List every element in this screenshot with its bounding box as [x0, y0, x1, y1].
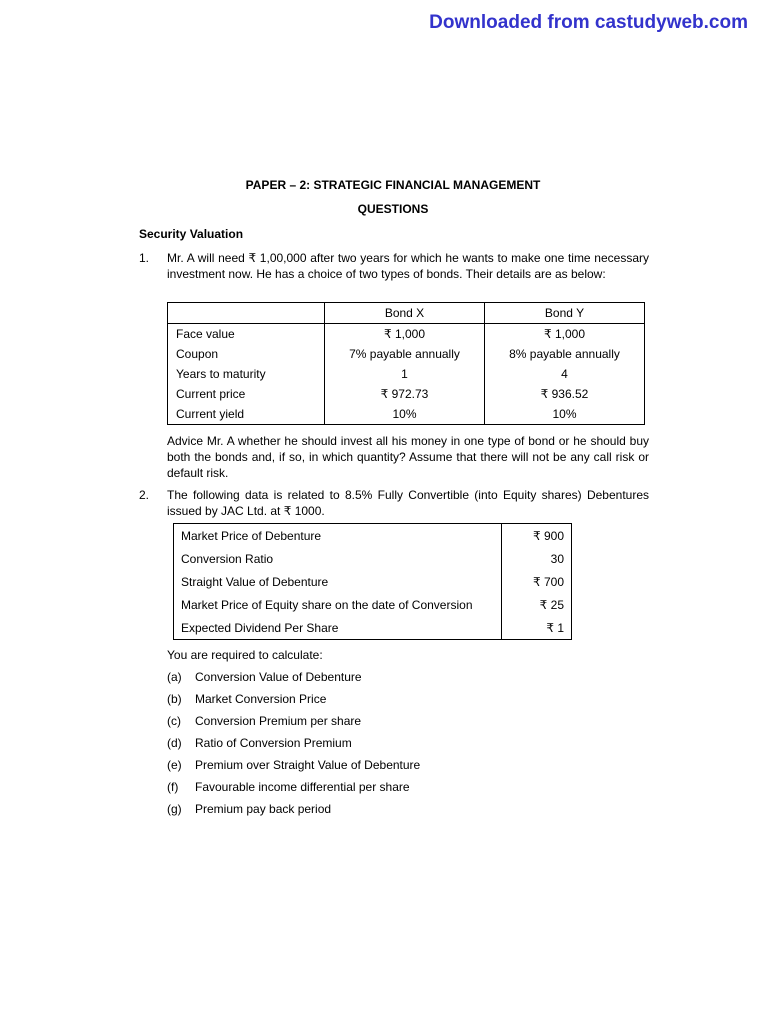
list-text: Conversion Premium per share: [195, 714, 362, 728]
row-value: ₹ 700: [533, 574, 564, 589]
list-item: [167, 757, 420, 779]
calc-list: [167, 669, 420, 823]
list-text: Ratio of Conversion Premium: [195, 736, 352, 750]
table-cell: 1: [325, 364, 485, 384]
table-cell: 7% payable annually: [325, 344, 485, 364]
table-cell: ₹ 1,000: [325, 324, 485, 345]
list-item: [167, 691, 420, 713]
list-text: Premium pay back period: [195, 802, 332, 816]
list-letter: (g): [167, 802, 182, 816]
question-1: [139, 250, 649, 282]
table-cell: ₹ 972.73: [325, 384, 485, 404]
question-2: [139, 487, 649, 519]
row-value: ₹ 900: [533, 528, 564, 543]
row-label: Years to maturity: [168, 364, 325, 384]
list-text: Premium over Straight Value of Debenture: [195, 758, 421, 772]
row-value: ₹ 1: [546, 620, 564, 635]
table-cell: 4: [485, 364, 645, 384]
row-value: ₹ 25: [539, 597, 564, 612]
header-cell: Bond X: [325, 303, 485, 324]
bond-table: [167, 302, 645, 425]
list-letter: (e): [167, 758, 182, 772]
list-item: [167, 713, 420, 735]
table-header-row: [168, 303, 645, 324]
table-cell: ₹ 936.52: [485, 384, 645, 404]
row-label: Straight Value of Debenture: [174, 570, 502, 593]
list-letter: (f): [167, 780, 179, 794]
list-text: Favourable income differential per share: [195, 780, 410, 794]
row-label: Expected Dividend Per Share: [174, 616, 502, 640]
table-row: [174, 547, 572, 570]
table-row: [174, 593, 572, 616]
list-item: [167, 801, 420, 823]
row-label: Face value: [168, 324, 325, 345]
question-number: 1.: [139, 251, 150, 265]
list-text: Market Conversion Price: [195, 692, 327, 706]
paper-title: PAPER – 2: STRATEGIC FINANCIAL MANAGEMENT: [245, 178, 541, 192]
row-label: Current yield: [168, 404, 325, 425]
calc-intro: You are required to calculate:: [167, 648, 323, 662]
header-cell: Bond Y: [485, 303, 645, 324]
table-row: [168, 404, 645, 425]
table-cell: 10%: [485, 404, 645, 425]
header-cell: [168, 303, 325, 324]
list-letter: (a): [167, 670, 182, 684]
row-label: Coupon: [168, 344, 325, 364]
debenture-table: [173, 523, 572, 640]
table-row: [174, 570, 572, 593]
list-text: Conversion Value of Debenture: [195, 670, 362, 684]
list-item: [167, 779, 420, 801]
list-letter: (b): [167, 692, 182, 706]
table-row: [168, 384, 645, 404]
row-value: 30: [550, 551, 564, 566]
table-row: [168, 344, 645, 364]
table-cell: 10%: [325, 404, 485, 425]
section-heading: Security Valuation: [139, 227, 244, 241]
table-row: [174, 616, 572, 640]
advice-text: Advice Mr. A whether he should invest all his money in one type of bond or he should buy both the bonds and, if so, in which quantity? Assume that there will not be any call risk or default risk.: [167, 434, 649, 480]
watermark-text: Downloaded from castudyweb.com: [429, 12, 748, 33]
table-cell: 8% payable annually: [485, 344, 645, 364]
row-label: Current price: [168, 384, 325, 404]
question-number: 2.: [139, 488, 150, 502]
table-cell: ₹ 1,000: [485, 324, 645, 345]
question-text: Mr. A will need ₹ 1,00,000 after two years for which he wants to make one time necessary investment now. He has a choice of two types of bonds. Their details are as below:: [167, 251, 649, 281]
table-row: [168, 324, 645, 345]
table-row: [174, 524, 572, 548]
row-label: Market Price of Debenture: [174, 524, 502, 548]
list-letter: (d): [167, 736, 182, 750]
list-item: [167, 669, 420, 691]
row-label: Conversion Ratio: [174, 547, 502, 570]
list-item: [167, 735, 420, 757]
questions-heading: QUESTIONS: [357, 202, 429, 216]
list-letter: (c): [167, 714, 181, 728]
row-label: Market Price of Equity share on the date of Conversion: [174, 593, 502, 616]
table-row: [168, 364, 645, 384]
question-text: The following data is related to 8.5% Fully Convertible (into Equity shares) Debentures issued by JAC Ltd. at ₹ 1000.: [167, 488, 649, 518]
